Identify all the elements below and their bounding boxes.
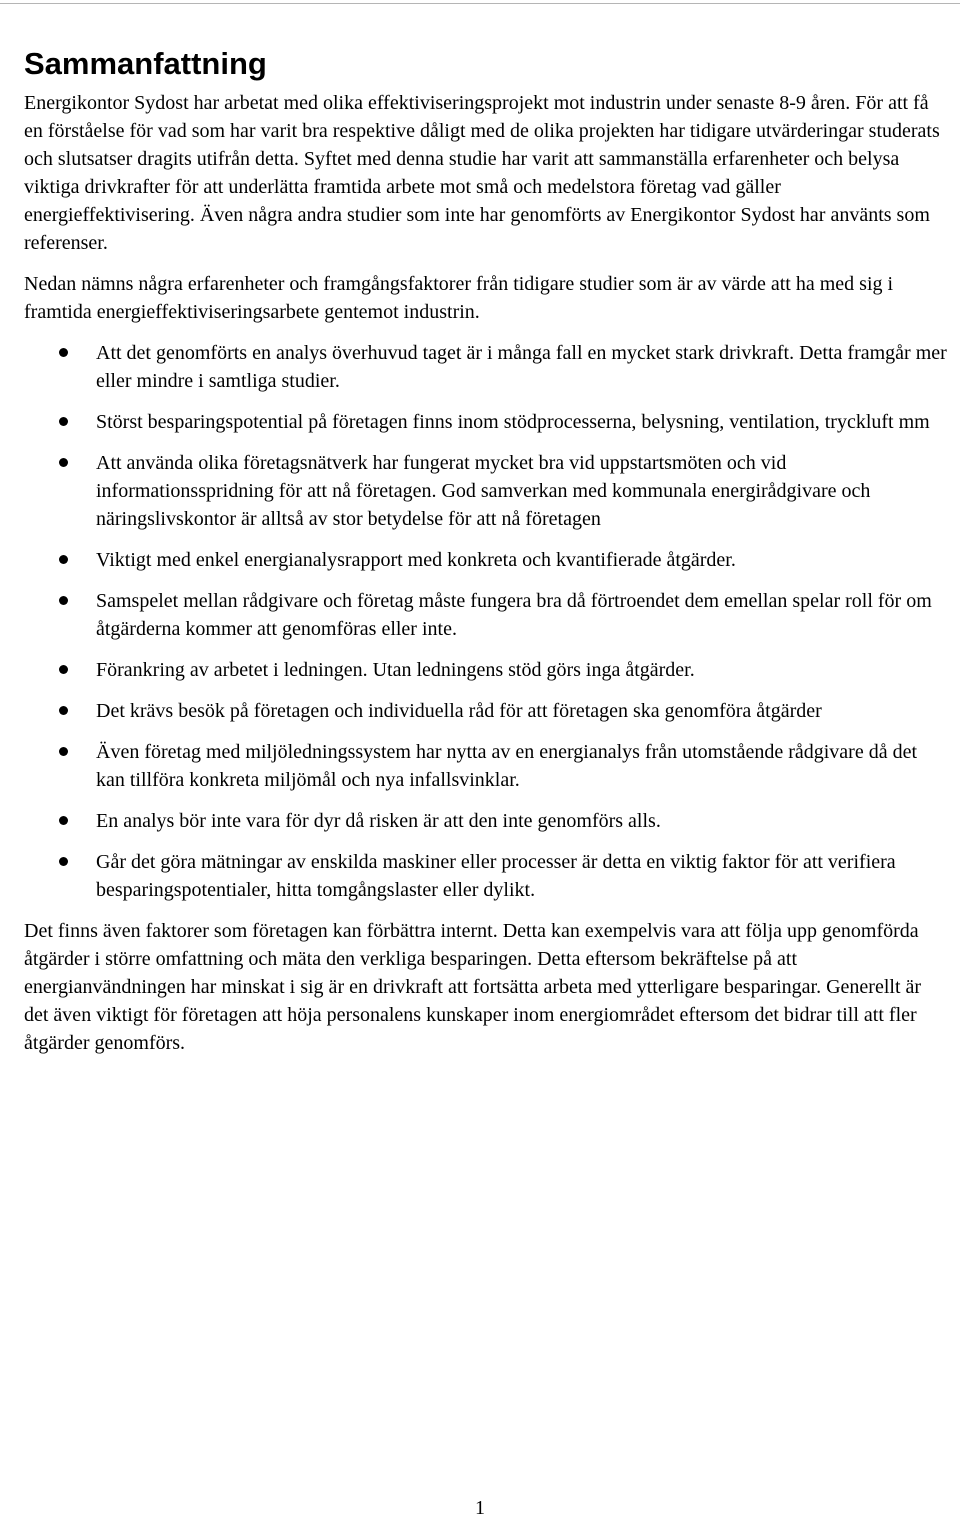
list-item-text: Samspelet mellan rådgivare och företag måste fungera bra då förtroendet dem emellan spelar roll för om åtgärderna kommer att genomföras eller inte. xyxy=(96,590,932,640)
bullet-icon xyxy=(59,348,68,357)
closing-paragraph: Det finns även faktorer som företagen kan förbättra internt. Detta kan exempelvis vara att följa upp genomförda åtgärder i större omfattning och mäta den verkliga besparingen. Detta eftersom bekräftelse på att energianvändningen har minskat i sig är en drivkraft att fortsätta arbeta med ytterligare besparingar. Generellt är det även viktigt för företagen att höja personalens kunskaper inom energiområdet eftersom det bidrar till att fler åtgärder genomförs. xyxy=(24,920,922,1054)
list-item-text: Att det genomförts en analys överhuvud taget är i många fall en mycket stark drivkraft. Detta framgår mer eller mindre i samtliga studier. xyxy=(96,342,947,392)
page-number: 1 xyxy=(475,1497,485,1519)
page-content xyxy=(24,44,948,1057)
list-item xyxy=(24,656,948,684)
bullet-icon xyxy=(59,417,68,426)
list-item xyxy=(24,449,948,533)
list-item xyxy=(24,738,948,794)
list-item xyxy=(24,697,948,725)
section-heading: Sammanfattning xyxy=(24,46,267,81)
list-item xyxy=(24,408,948,436)
list-item xyxy=(24,807,948,835)
intro-paragraph: Energikontor Sydost har arbetat med olika effektiviseringsprojekt mot industrin under senaste 8-9 åren. För att få en förståelse för vad som har varit bra respektive dåligt med de olika projekten har tidigare utvärderingar studerats och slutsatser dragits utifrån detta. Syftet med denna studie har varit att sammanställa erfarenheter och belysa viktiga drivkrafter för att underlätta framtida arbete mot små och medelstora företag vad gäller energieffektivisering. Även några andra studier som inte har genomförts av Energikontor Sydost har använts som referenser. xyxy=(24,92,940,254)
bullet-icon xyxy=(59,816,68,825)
list-item xyxy=(24,339,948,395)
experiences-intro-paragraph: Nedan nämns några erfarenheter och framgångsfaktorer från tidigare studier som är av värde att ha med sig i framtida energieffektiviseringsarbete gentemot industrin. xyxy=(24,273,894,323)
list-item-text: En analys bör inte vara för dyr då risken är att den inte genomförs alls. xyxy=(96,810,661,832)
bullet-icon xyxy=(59,596,68,605)
list-item-text: Det krävs besök på företagen och individuella råd för att företagen ska genomföra åtgärder xyxy=(96,700,822,722)
list-item-text: Viktigt med enkel energianalysrapport med konkreta och kvantifierade åtgärder. xyxy=(96,549,736,571)
list-item xyxy=(24,848,948,904)
success-factors-list xyxy=(24,339,948,904)
bullet-icon xyxy=(59,665,68,674)
bullet-icon xyxy=(59,555,68,564)
top-divider xyxy=(0,3,960,4)
bullet-icon xyxy=(59,706,68,715)
list-item-text: Att använda olika företagsnätverk har fungerat mycket bra vid uppstartsmöten och vid informationsspridning för att nå företagen. God samverkan med kommunala energirådgivare och näringslivskontor är alltså av stor betydelse för att nå företagen xyxy=(96,452,871,530)
list-item xyxy=(24,587,948,643)
bullet-icon xyxy=(59,747,68,756)
list-item-text: Förankring av arbetet i ledningen. Utan ledningens stöd görs inga åtgärder. xyxy=(96,659,695,681)
list-item xyxy=(24,546,948,574)
list-item-text: Även företag med miljöledningssystem har nytta av en energianalys från utomstående rådgivare då det kan tillföra konkreta miljömål och nya infallsvinklar. xyxy=(96,741,918,791)
bullet-icon xyxy=(59,458,68,467)
bullet-icon xyxy=(59,857,68,866)
list-item-text: Går det göra mätningar av enskilda maskiner eller processer är detta en viktig faktor för att verifiera besparingspotentialer, hitta tomgångslaster eller dylikt. xyxy=(96,851,896,901)
list-item-text: Störst besparingspotential på företagen finns inom stödprocesserna, belysning, ventilation, tryckluft mm xyxy=(96,411,930,433)
